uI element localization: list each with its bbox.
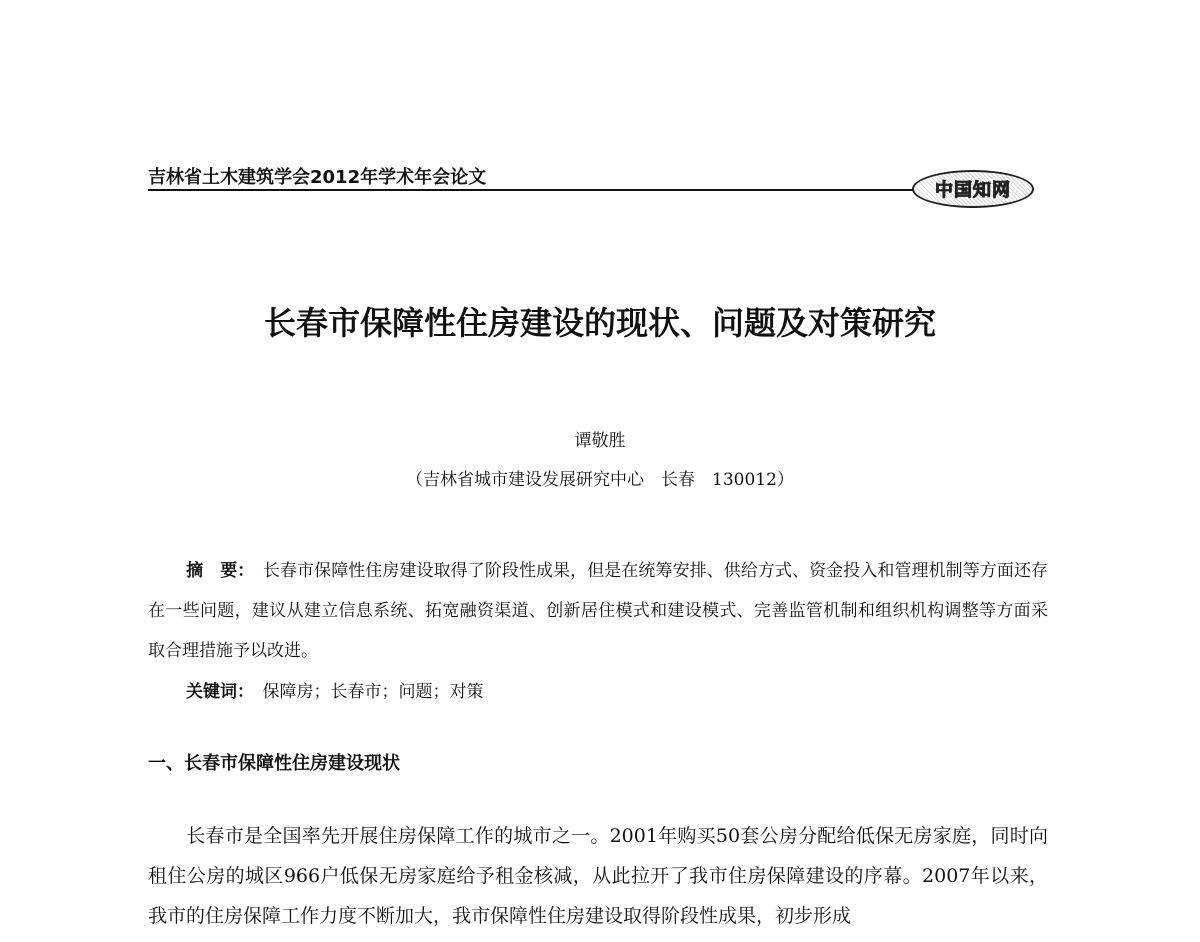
abstract-label: 摘 要： — [186, 561, 246, 581]
section-heading: 一、长春市保障性住房建设现状 — [148, 753, 400, 774]
author-name: 谭敬胜 — [574, 431, 626, 451]
cnki-logo-text: 中国知网 — [935, 180, 1011, 201]
abstract-text: 长春市保障性住房建设取得了阶段性成果，但是在统筹安排、供给方式、资金投入和管理机制等方面还存在一些问题，建议从建立信息系统、拓宽融资渠道、创新居住模式和建设模式、完善监管机制和组织机构调整等方面采取合理措施予以改进。 — [148, 561, 1049, 661]
conference-header: 吉林省土木建筑学会2012年学术年会论文 — [148, 167, 487, 188]
keywords-label: 关键词： — [186, 682, 246, 702]
keywords-text: 保障房；长春市；问题；对策 — [262, 682, 484, 702]
keywords — [186, 677, 484, 702]
author-affiliation: （吉林省城市建设发展研究中心 长春 130012） — [406, 470, 794, 490]
header-rule — [148, 189, 923, 191]
cnki-logo — [912, 170, 1034, 208]
paper-title: 长春市保障性住房建设的现状、问题及对策研究 — [263, 304, 936, 342]
body-paragraph-text: 长春市是全国率先开展住房保障工作的城市之一。2001年购买50套公房分配给低保无房家庭，同时向租住公房的城区966户低保无房家庭给予租金核减，从此拉开了我市住房保障建设的序幕。2007年以来，我市的住房保障工作力度不断加大，我市保障性住房建设取得阶段性成果，初步形成 — [148, 825, 1048, 927]
abstract — [148, 551, 1048, 671]
body-paragraph — [148, 816, 1048, 936]
